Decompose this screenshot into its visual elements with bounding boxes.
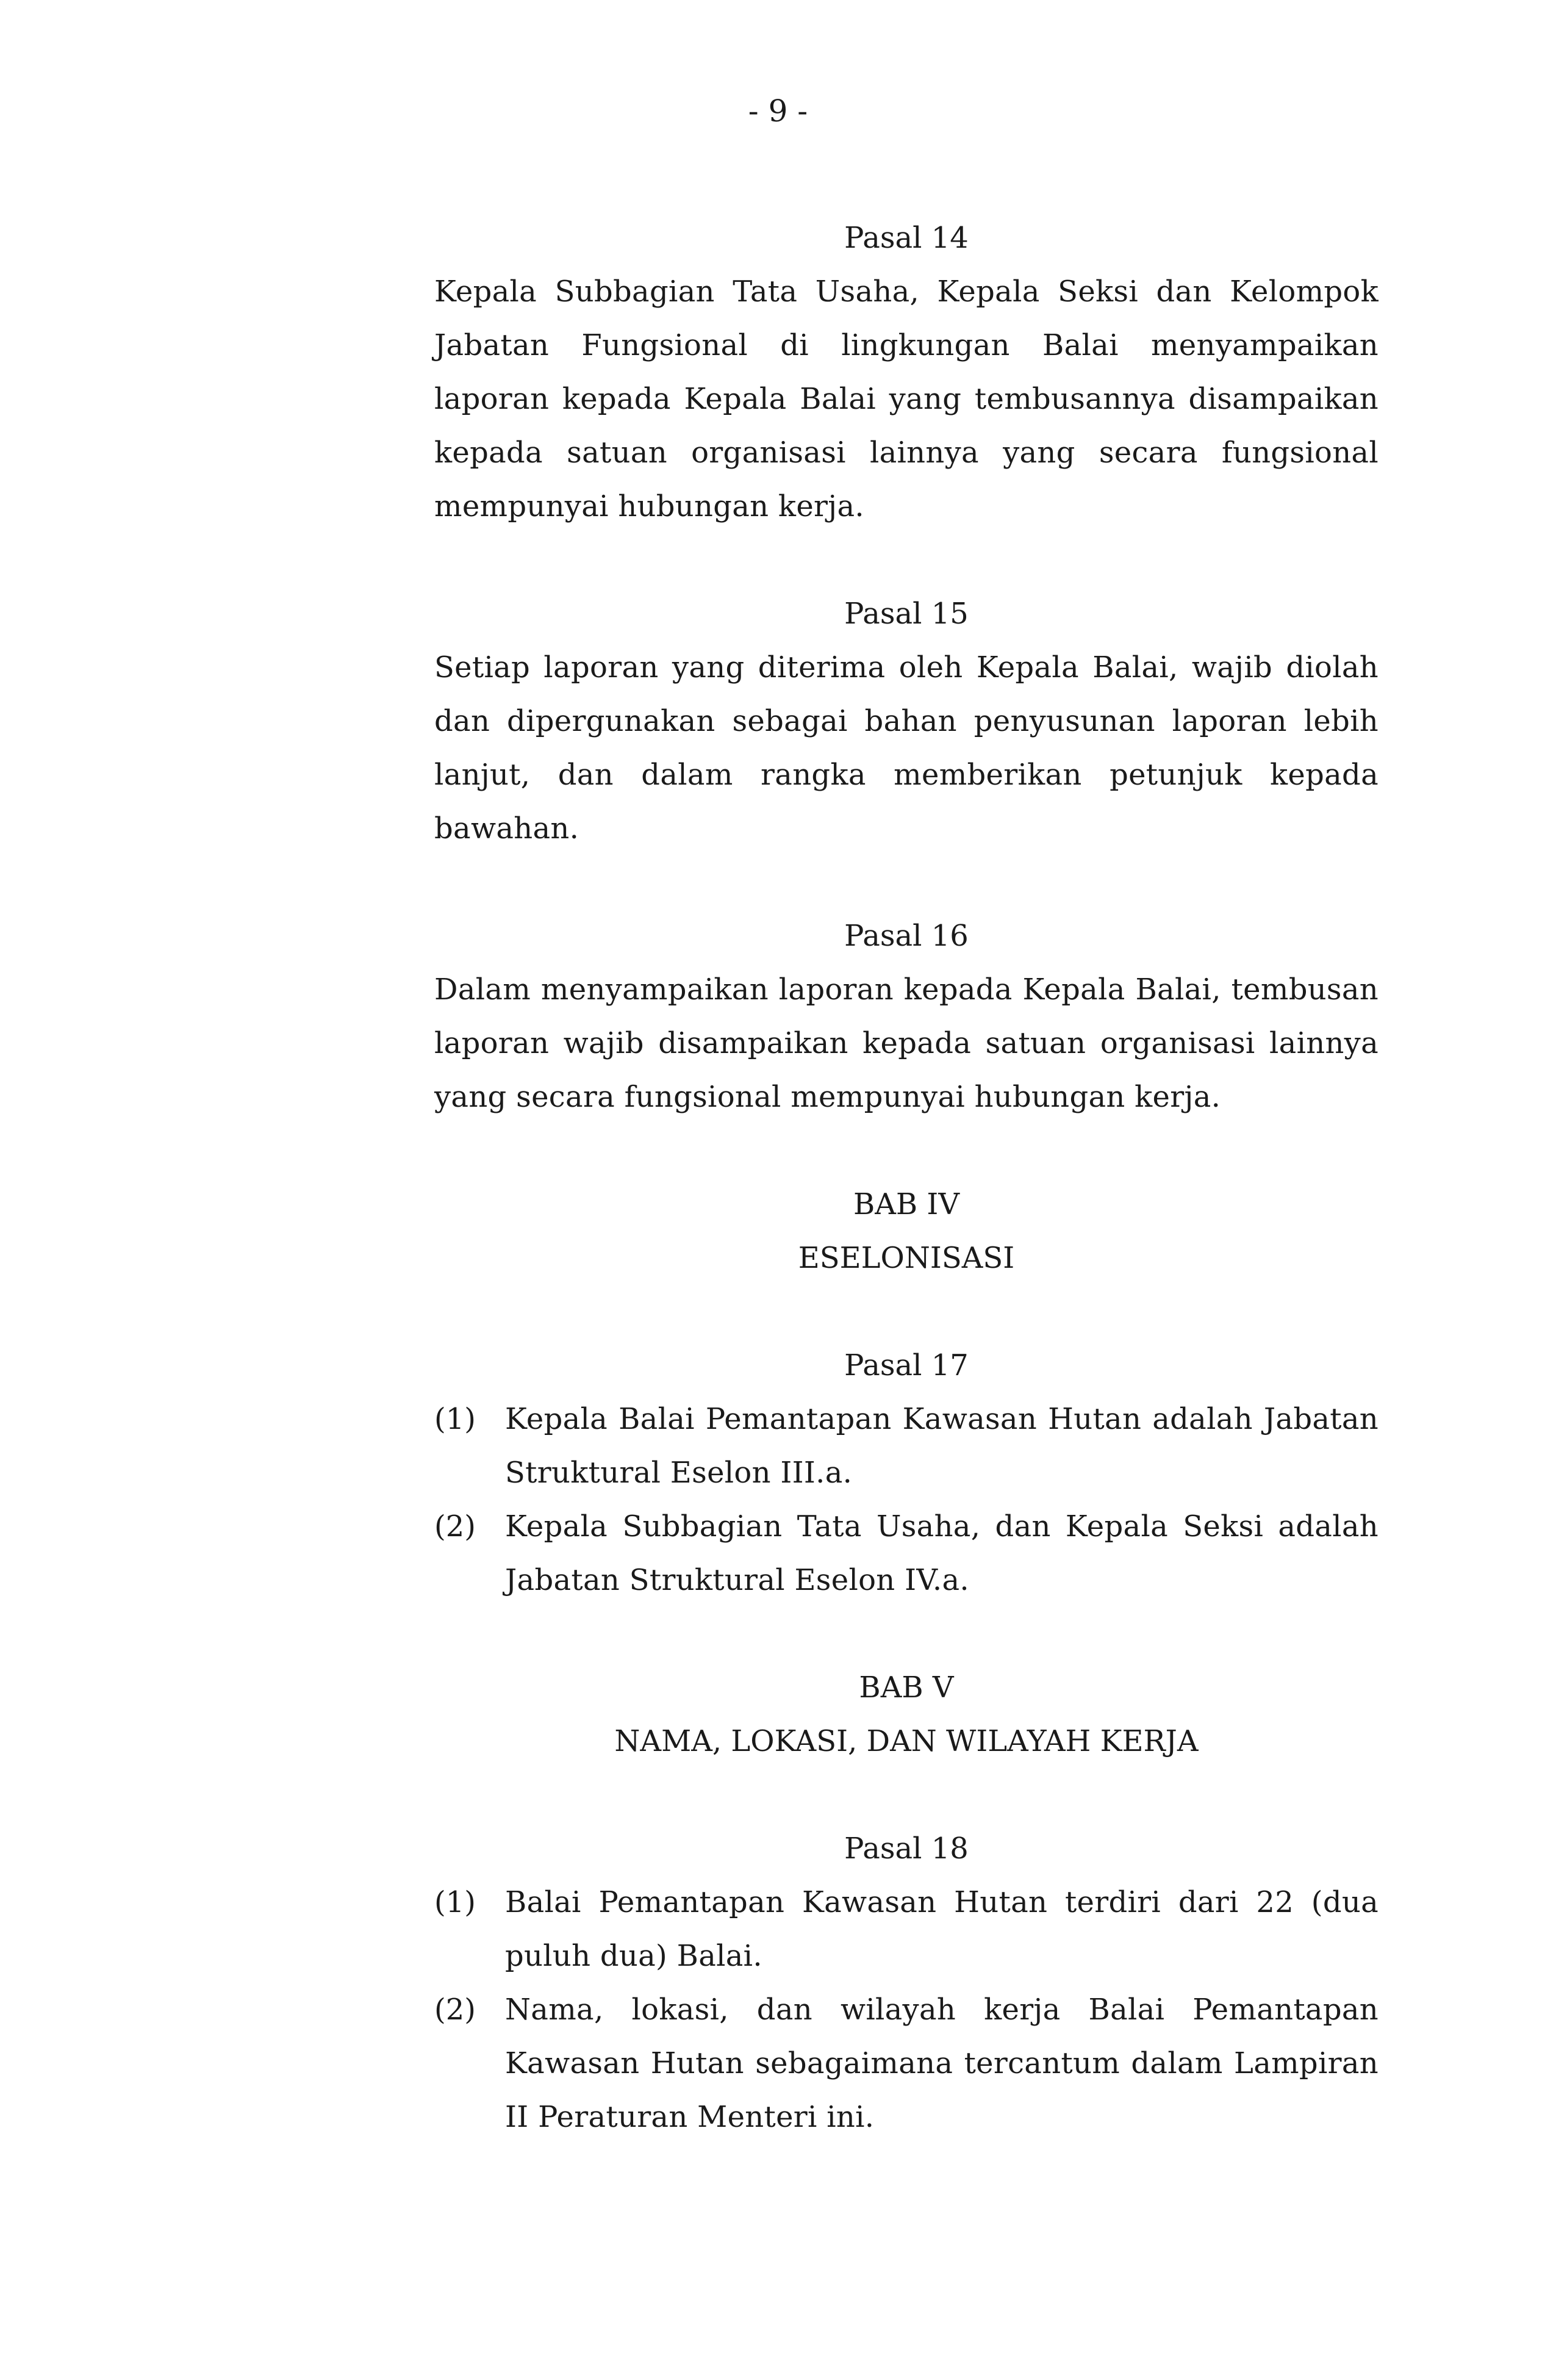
list-item [434, 1500, 1379, 1607]
pasal-17-title: Pasal 17 [844, 1348, 969, 1382]
bab-4-subtitle: ESELONISASI [798, 1241, 1015, 1275]
pasal-16-title: Pasal 16 [844, 919, 969, 953]
spacer [434, 855, 1379, 909]
pasal-15-text: Setiap laporan yang diterima oleh Kepala Balai, wajib diolah dan dipergunakan sebagai bahan penyusunan laporan lebih lanjut, dan dalam rangka memberikan petunjuk kepada bawahan. [434, 650, 1379, 846]
pasal-14-title: Pasal 14 [844, 221, 969, 255]
pasal-17-section [434, 1339, 1379, 1607]
list-item-number: (1) [434, 1402, 476, 1436]
document-body [434, 211, 1379, 2144]
pasal-15-title: Pasal 15 [844, 597, 969, 631]
list-item-text: Kepala Subbagian Tata Usaha, dan Kepala Seksi adalah Jabatan Struktural Eselon IV.a. [505, 1509, 1379, 1597]
bab-5-section [434, 1661, 1379, 1768]
bab-5-title: BAB V [859, 1670, 954, 1705]
bab-4-title: BAB IV [853, 1187, 960, 1221]
list-item [434, 1983, 1379, 2144]
pasal-18-section [434, 1822, 1379, 2144]
pasal-15-section [434, 587, 1379, 855]
bab-5-subtitle: NAMA, LOKASI, DAN WILAYAH KERJA [614, 1724, 1199, 1758]
list-item-number: (1) [434, 1885, 476, 1919]
pasal-16-text: Dalam menyampaikan laporan kepada Kepala Balai, tembusan laporan wajib disampaikan kepada satuan organisasi lainnya yang secara fungsional mempunyai hubungan kerja. [434, 972, 1379, 1114]
bab-4-section [434, 1177, 1379, 1285]
list-item-text: Nama, lokasi, dan wilayah kerja Balai Pemantapan Kawasan Hutan sebagaimana tercantum dalam Lampiran II Peraturan Menteri ini. [505, 1993, 1379, 2134]
spacer [434, 1285, 1379, 1339]
spacer [434, 1607, 1379, 1661]
pasal-14-text: Kepala Subbagian Tata Usaha, Kepala Seksi dan Kelompok Jabatan Fungsional di lingkungan Balai menyampaikan laporan kepada Kepala Balai yang tembusannya disampaikan kepada satuan organisasi lainnya yang secara fungsional mempunyai hubungan kerja. [434, 275, 1379, 523]
spacer [434, 533, 1379, 587]
list-item [434, 1875, 1379, 1983]
list-item-text: Kepala Balai Pemantapan Kawasan Hutan adalah Jabatan Struktural Eselon III.a. [505, 1402, 1379, 1490]
pasal-18-title: Pasal 18 [844, 1832, 969, 1866]
page-number: - 9 - [748, 93, 808, 129]
list-item-number: (2) [434, 1993, 476, 2027]
spacer [434, 1768, 1379, 1822]
list-item [434, 1392, 1379, 1500]
list-item-number: (2) [434, 1509, 476, 1544]
spacer [434, 1124, 1379, 1177]
pasal-14-section [434, 211, 1379, 533]
list-item-text: Balai Pemantapan Kawasan Hutan terdiri dari 22 (dua puluh dua) Balai. [505, 1885, 1379, 1973]
pasal-16-section [434, 909, 1379, 1124]
